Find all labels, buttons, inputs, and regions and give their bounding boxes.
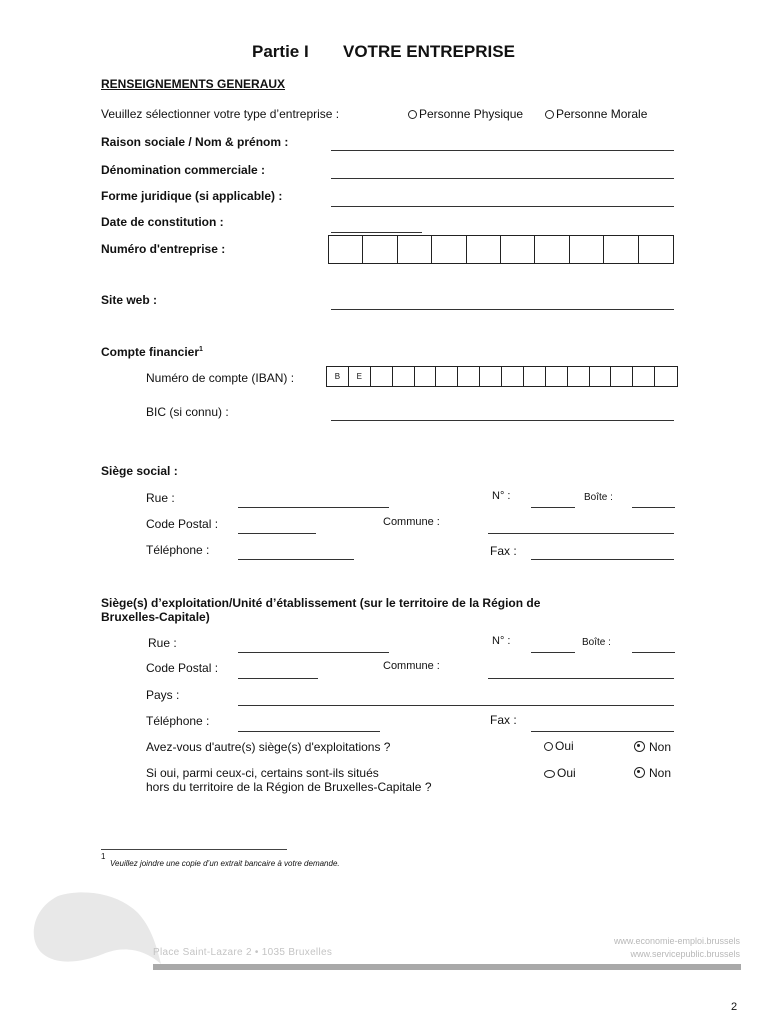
radio-q2-non[interactable] <box>634 766 671 780</box>
field-bic[interactable] <box>331 420 674 421</box>
field-commune[interactable] <box>488 533 674 534</box>
iban-box[interactable] <box>458 367 480 386</box>
field-fax[interactable] <box>531 559 674 560</box>
label-bic: BIC (si connu) : <box>146 405 229 419</box>
iban-box[interactable] <box>436 367 458 386</box>
label-site-web: Site web : <box>101 293 158 307</box>
iban-box[interactable] <box>502 367 524 386</box>
iban-prefix-box: B <box>327 367 349 386</box>
radio-circle-icon <box>544 770 555 778</box>
digit-box[interactable] <box>398 236 432 263</box>
digit-box[interactable] <box>639 236 673 263</box>
section-heading-exploitation-2: Bruxelles-Capitale) <box>101 610 210 624</box>
label-forme-juridique: Forme juridique (si applicable) : <box>101 189 283 203</box>
label-numero-entreprise: Numéro d'entreprise : <box>101 242 226 256</box>
radio-circle-icon <box>544 742 553 751</box>
field-date-constitution[interactable] <box>331 232 422 233</box>
section-heading-financial <box>101 345 203 359</box>
numero-entreprise-boxes[interactable] <box>328 235 674 264</box>
iban-box[interactable] <box>393 367 415 386</box>
label-fax-exploitation: Fax : <box>490 713 517 727</box>
logo-drop-icon <box>28 888 163 968</box>
section-heading-siege-social: Siège social : <box>101 464 178 478</box>
label-boite-exploitation: Boîte : <box>582 637 611 648</box>
question-autres-sieges: Avez-vous d'autre(s) siège(s) d'exploitations ? <box>146 740 391 754</box>
footnote-number: 1 <box>101 852 106 861</box>
financial-heading-text: Compte financier <box>101 345 200 359</box>
section-heading-general: RENSEIGNEMENTS GENERAUX <box>101 77 286 91</box>
label-denomination: Dénomination commerciale : <box>101 163 266 177</box>
iban-box[interactable] <box>480 367 502 386</box>
iban-box[interactable] <box>546 367 568 386</box>
label-rue: Rue : <box>146 491 175 505</box>
iban-box[interactable] <box>371 367 393 386</box>
field-telephone-exploitation[interactable] <box>238 731 380 732</box>
digit-box[interactable] <box>432 236 466 263</box>
radio-q1-non[interactable] <box>634 740 671 754</box>
radio-label: Non <box>649 766 672 780</box>
digit-box[interactable] <box>535 236 569 263</box>
label-telephone: Téléphone : <box>146 543 210 557</box>
radio-circle-icon <box>545 110 554 119</box>
label-date-constitution: Date de constitution : <box>101 215 224 229</box>
field-telephone[interactable] <box>238 559 354 560</box>
label-fax: Fax : <box>490 544 517 558</box>
field-rue-exploitation[interactable] <box>238 652 389 653</box>
label-code-postal-exploitation: Code Postal : <box>146 661 219 675</box>
field-denomination[interactable] <box>331 178 674 179</box>
field-commune-exploitation[interactable] <box>488 678 674 679</box>
iban-box[interactable] <box>524 367 546 386</box>
label-iban: Numéro de compte (IBAN) : <box>146 371 295 385</box>
page-title: VOTRE ENTREPRISE <box>343 42 515 61</box>
radio-personne-morale[interactable] <box>545 107 647 121</box>
iban-box[interactable] <box>568 367 590 386</box>
digit-box[interactable] <box>363 236 397 263</box>
iban-box[interactable] <box>633 367 655 386</box>
iban-box[interactable] <box>655 367 677 386</box>
field-rue[interactable] <box>238 507 389 508</box>
digit-box[interactable] <box>604 236 638 263</box>
radio-personne-physique[interactable] <box>408 107 523 121</box>
radio-circle-icon <box>408 110 417 119</box>
label-rue-exploitation: Rue : <box>148 636 177 650</box>
iban-box[interactable] <box>415 367 437 386</box>
label-code-postal: Code Postal : <box>146 517 219 531</box>
question-hors-region-1: Si oui, parmi ceux-ci, certains sont-ils situés <box>146 766 379 780</box>
digit-box[interactable] <box>467 236 501 263</box>
digit-box[interactable] <box>501 236 535 263</box>
iban-prefix-box: E <box>349 367 371 386</box>
footnote-ref: 1 <box>199 346 203 353</box>
radio-label: Oui <box>557 766 576 780</box>
label-numero: N° : <box>492 490 511 502</box>
radio-checked-icon <box>634 741 645 752</box>
question-hors-region-2: hors du territoire de la Région de Bruxelles-Capitale ? <box>146 780 432 794</box>
field-site-web[interactable] <box>331 309 674 310</box>
label-commune: Commune : <box>383 516 440 528</box>
radio-label: Non <box>649 740 672 754</box>
radio-label: Personne Morale <box>556 107 648 121</box>
footnote-text: Veuillez joindre une copie d’un extrait bancaire à votre demande. <box>110 859 340 868</box>
company-type-prompt: Veuillez sélectionner votre type d’entreprise : <box>101 107 340 121</box>
field-code-postal-exploitation[interactable] <box>238 678 318 679</box>
field-boite[interactable] <box>632 507 675 508</box>
radio-q1-oui[interactable] <box>544 739 574 753</box>
footer-address: Place Saint-Lazare 2 • 1035 Bruxelles <box>153 947 333 958</box>
field-code-postal[interactable] <box>238 533 316 534</box>
radio-label: Personne Physique <box>419 107 524 121</box>
radio-label: Oui <box>555 739 574 753</box>
radio-checked-icon <box>634 767 645 778</box>
page-number: 2 <box>731 1001 738 1013</box>
footer-website-2[interactable]: www.servicepublic.brussels <box>630 949 740 959</box>
radio-q2-oui[interactable] <box>544 766 576 780</box>
label-pays: Pays : <box>146 688 180 702</box>
field-boite-exploitation[interactable] <box>632 652 675 653</box>
field-pays[interactable] <box>238 705 674 706</box>
field-numero[interactable] <box>531 507 575 508</box>
digit-box[interactable] <box>329 236 363 263</box>
iban-boxes[interactable] <box>326 366 678 387</box>
footnote-divider <box>101 849 287 850</box>
digit-box[interactable] <box>570 236 604 263</box>
label-telephone-exploitation: Téléphone : <box>146 714 210 728</box>
field-raison-sociale[interactable] <box>331 150 674 151</box>
footer-bar <box>153 964 741 970</box>
field-forme-juridique[interactable] <box>331 206 674 207</box>
section-heading-exploitation-1: Siège(s) d’exploitation/Unité d’établissement (sur le territoire de la Région de <box>101 596 541 610</box>
label-boite: Boîte : <box>584 492 613 503</box>
iban-box[interactable] <box>590 367 612 386</box>
field-fax-exploitation[interactable] <box>531 731 674 732</box>
label-commune-exploitation: Commune : <box>383 660 440 672</box>
label-numero-exploitation: N° : <box>492 635 511 647</box>
part-label: Partie I <box>252 42 309 61</box>
label-raison-sociale: Raison sociale / Nom & prénom : <box>101 135 289 149</box>
iban-box[interactable] <box>611 367 633 386</box>
field-numero-exploitation[interactable] <box>531 652 575 653</box>
footer-website-1[interactable]: www.economie-emploi.brussels <box>613 936 740 946</box>
